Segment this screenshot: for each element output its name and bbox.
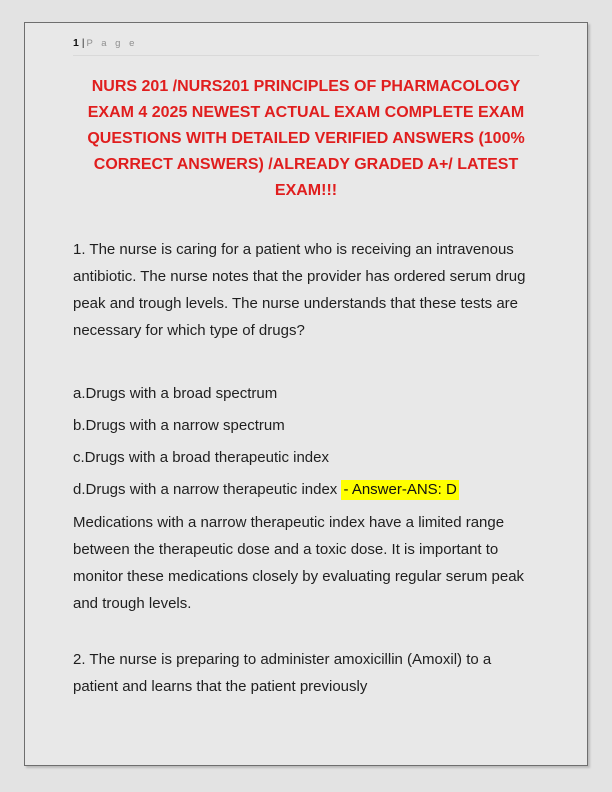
page-label: P a g e bbox=[86, 38, 138, 49]
document-page bbox=[24, 22, 588, 766]
question-2-text: 2. The nurse is preparing to administer amoxicillin (Amoxil) to a patient and learns that the patient previously bbox=[73, 651, 492, 695]
page-number: 1 bbox=[73, 37, 79, 49]
option-c: c.Drugs with a broad therapeutic index bbox=[73, 449, 329, 466]
question-1-rationale: Medications with a narrow therapeutic index have a limited range between the therapeutic dose and a toxic dose. It is important to monitor these medications closely by evaluating regular serum peak and trough levels. bbox=[73, 514, 525, 612]
document-title: NURS 201 /NURS201 PRINCIPLES OF PHARMACOLOGY EXAM 4 2025 NEWEST ACTUAL EXAM COMPLETE EXAM QUESTIONS WITH DETAILED VERIFIED ANSWERS (100% CORRECT ANSWERS) /ALREADY GRADED A+/ LATEST EXAM!!! bbox=[87, 78, 525, 199]
option-d-text: d.Drugs with a narrow therapeutic index bbox=[73, 481, 338, 498]
question-1-text: 1. The nurse is caring for a patient who is receiving an intravenous antibiotic. The nurse notes that the provider has ordered serum drug peak and trough levels. The nurse understands that these tests are necessary for which type of drugs? bbox=[73, 241, 526, 339]
option-a: a.Drugs with a broad spectrum bbox=[73, 385, 278, 402]
page-header bbox=[73, 37, 539, 56]
option-d bbox=[73, 476, 539, 503]
option-b: b.Drugs with a narrow spectrum bbox=[73, 417, 285, 434]
question-1-options bbox=[73, 380, 539, 503]
page-header-separator: | bbox=[81, 38, 85, 49]
answer-highlight: - Answer-ANS: D bbox=[343, 481, 457, 498]
